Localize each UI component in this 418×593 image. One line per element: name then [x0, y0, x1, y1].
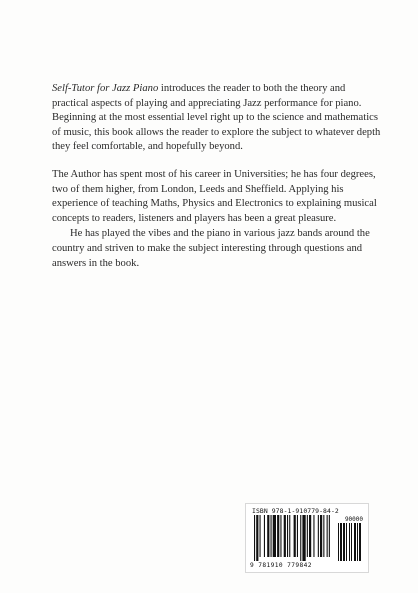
- barcode-ean-digits: 9 781910 779842: [250, 562, 312, 569]
- isbn-barcode: [245, 503, 369, 573]
- blurb-paragraph-experience: He has played the vibes and the piano in various jazz bands around the country and striven to make the subject interesting through questions and answers in the book.: [52, 228, 370, 269]
- isbn-number: ISBN 978-1-910779-84-2: [252, 507, 339, 515]
- blurb-paragraph-author: The Author has spent most of his career in Universities; he has four degrees, two of them higher, from London, Leeds and Sheffield. Applying his experience of teaching Maths, Physics and Electronics to explaining musical concepts to readers, listeners and players has been a great pleasure.: [52, 168, 377, 224]
- book-title-italic: Self-Tutor for Jazz Piano: [52, 83, 159, 94]
- blurb-text-block: [52, 82, 384, 271]
- blurb-paragraph-intro: [52, 82, 384, 155]
- barcode-addon-digits: 90000: [344, 516, 363, 523]
- blurb-intro-text: introduces the reader to both the theory and practical aspects of playing and appreciating Jazz performance for piano. Beginning at the most essential level right up to the science and mathematics of music, this book allows the reader to explore the subject to whatever depth they feel comfortable, and hopefully beyond.: [52, 83, 381, 153]
